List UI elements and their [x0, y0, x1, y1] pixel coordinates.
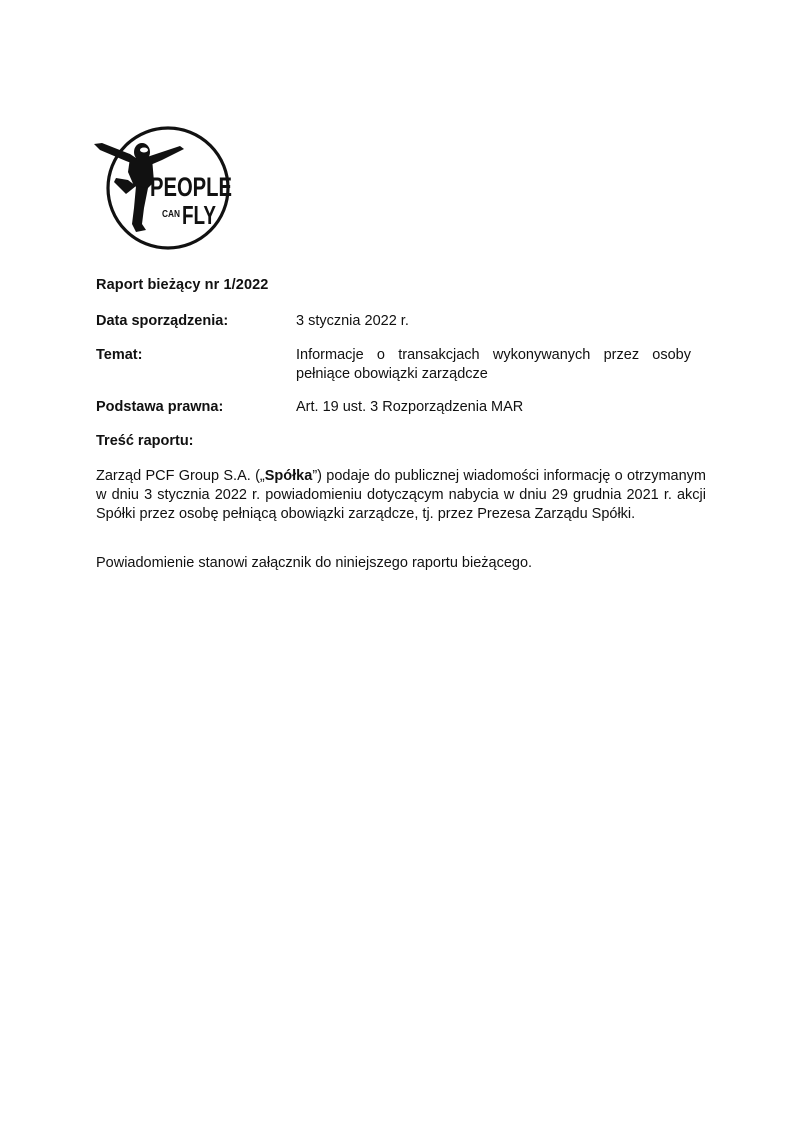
basis-value: Art. 19 ust. 3 Rozporządzenia MAR	[296, 399, 524, 415]
topic-value: Informacje o transakcjach wykonywanych przez osoby pełniące obowiązki zarządcze	[296, 347, 691, 382]
topic-label: Temat:	[96, 347, 143, 363]
content-heading: Treść raportu:	[96, 433, 194, 449]
paragraph-1-company-term: Spółka	[264, 468, 313, 484]
company-logo	[92, 124, 238, 252]
paragraph-1-end: ”) podaje do publicznej wiadomości informację o otrzymanym w dniu 3 stycznia 2022 r. powiadomieniu dotyczącym nabycia w dniu 29 grudnia 2021 r. akcji Spółki przez osobę pełniącą obowiązki zarządcze, tj. przez Prezesa Zarządu Spółki.	[96, 468, 707, 522]
paragraph-1-start: Zarząd PCF Group S.A. („	[96, 468, 265, 484]
logo-word-fly: FLY	[182, 200, 216, 230]
people-can-fly-logo-icon	[92, 124, 238, 252]
logo-word-people: PEOPLE	[150, 172, 232, 202]
logo-word-can: CAN	[162, 209, 180, 220]
report-paragraph-1	[96, 467, 706, 524]
date-label: Data sporządzenia:	[96, 313, 229, 329]
report-paragraph-2: Powiadomienie stanowi załącznik do niniejszego raportu bieżącego.	[96, 555, 533, 571]
report-title: Raport bieżący nr 1/2022	[96, 277, 269, 293]
basis-label: Podstawa prawna:	[96, 399, 224, 415]
date-value: 3 stycznia 2022 r.	[296, 313, 409, 329]
